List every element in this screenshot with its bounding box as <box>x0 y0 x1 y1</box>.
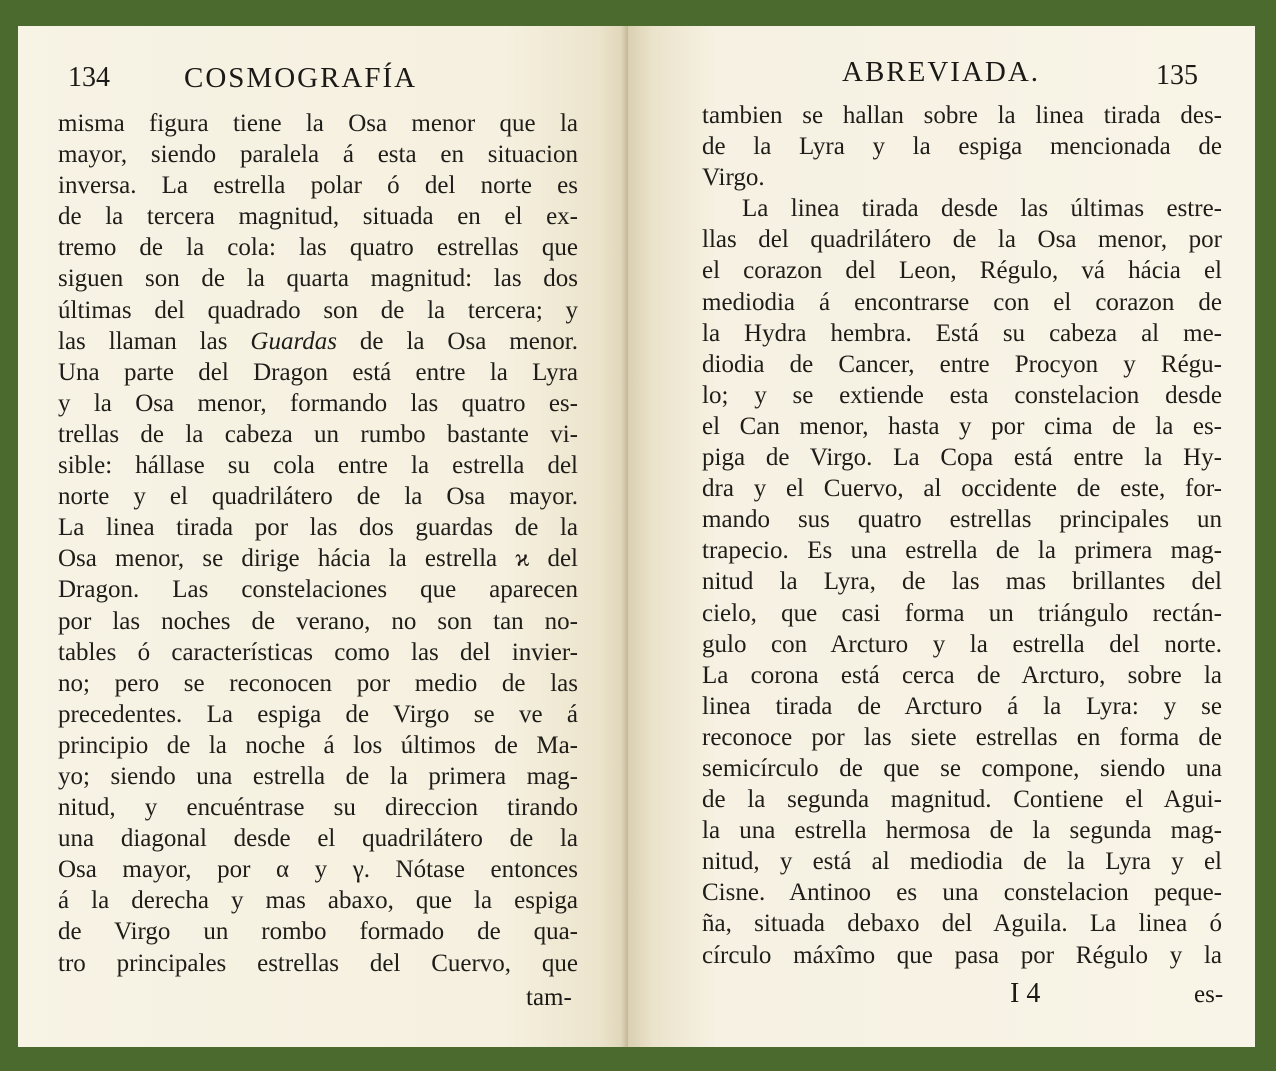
text-line: inversa. La estrella polar ó del norte es <box>58 172 578 200</box>
text-line: trellas de la cabeza un rumbo bastante vi- <box>58 420 578 448</box>
text-line: de Virgo un rombo formado de qua- <box>58 918 578 946</box>
catchword: es- <box>1194 981 1224 1008</box>
text-line: siguen son de la quarta magnitud: las dos <box>58 265 578 293</box>
text-line: Osa menor, se dirige hácia la estrella ϰ del <box>58 545 578 573</box>
text-line: tambien se hallan sobre la linea tirada des- <box>702 102 1222 129</box>
text-line: piga de Virgo. La Copa está entre la Hy- <box>702 444 1222 472</box>
text-line: mediodia á encontrarse con el corazon de <box>702 288 1222 316</box>
text-line: tremo de la cola: las quatro estrellas que <box>58 234 578 262</box>
book-spread <box>18 26 1255 1047</box>
running-head: COSMOGRAFÍA <box>184 62 418 94</box>
right-page <box>628 26 1255 1047</box>
text-line: una diagonal desde el quadrilátero de la <box>58 825 578 853</box>
text-line: á la derecha y mas abaxo, que la espiga <box>58 887 578 915</box>
text-line: nitud la Lyra, de las mas brillantes del <box>702 568 1222 596</box>
text-line: círculo máxîmo que pasa por Régulo y la <box>702 941 1222 969</box>
text-line: trapecio. Es una estrella de la primera mag- <box>702 537 1222 565</box>
text-line: Osa mayor, por α y γ. Nótase entonces <box>58 856 578 884</box>
running-head: ABREVIADA. <box>842 56 1041 88</box>
text-line: reconoce por las siete estrellas en forma de <box>702 723 1222 751</box>
signature-mark: I 4 <box>1010 978 1041 1009</box>
text-line: lo; y se extiende esta constelacion desde <box>702 381 1222 409</box>
text-line: La corona está cerca de Arcturo, sobre la <box>702 661 1222 689</box>
page-number: 135 <box>1156 60 1198 91</box>
text-line: semicírculo de que se compone, siendo una <box>702 754 1222 782</box>
text-line: las llaman las Guardas de la Osa menor. <box>58 327 578 355</box>
text-line: yo; siendo una estrella de la primera mag- <box>58 762 578 790</box>
text-line: llas del quadrilátero de la Osa menor, por <box>702 226 1222 254</box>
text-line: Cisne. Antinoo es una constelacion peque- <box>702 879 1222 907</box>
catchword: tam- <box>526 984 572 1011</box>
text-line: mando sus quatro estrellas principales un <box>702 506 1222 534</box>
text-line: no; pero se reconocen por medio de las <box>58 669 578 697</box>
text-line: La linea tirada por las dos guardas de la <box>58 514 578 542</box>
text-line: nitud, y encuéntrase su direccion tirando <box>58 794 578 822</box>
text-line: diodia de Cancer, entre Procyon y Régu- <box>702 350 1222 378</box>
text-line: ña, situada debaxo del Aguila. La linea ó <box>702 910 1222 938</box>
text-line: últimas del quadrado son de la tercera; y <box>58 296 578 324</box>
text-line: tro principales estrellas del Cuervo, que <box>58 949 578 977</box>
text-line: La linea tirada desde las últimas estre- <box>742 195 1222 223</box>
text-line: por las noches de verano, no son tan no- <box>58 607 578 635</box>
text-line: sible: hállase su cola entre la estrella del <box>58 452 578 480</box>
text-line: dra y el Cuervo, al occidente de este, for- <box>702 475 1222 503</box>
text-line: de la tercera magnitud, situada en el ex- <box>58 203 578 231</box>
text-line: el corazon del Leon, Régulo, vá hácia el <box>702 257 1222 285</box>
text-line: cielo, que casi forma un triángulo rectán- <box>702 599 1222 627</box>
text-line: tables ó características como las del invier- <box>58 638 578 666</box>
text-line: Virgo. <box>702 164 765 192</box>
text-line: principio de la noche á los últimos de Ma- <box>58 731 578 759</box>
text-line: misma figura tiene la Osa menor que la <box>58 110 578 137</box>
page-number: 134 <box>68 62 110 93</box>
text-line: precedentes. La espiga de Virgo se ve á <box>58 700 578 728</box>
left-page <box>18 26 628 1047</box>
text-line: norte y el quadrilátero de la Osa mayor. <box>58 483 578 511</box>
left-page-text <box>58 108 578 979</box>
text-line: y la Osa menor, formando las quatro es- <box>58 389 578 417</box>
text-line: Dragon. Las constelaciones que aparecen <box>58 576 578 604</box>
italic-word: Guardas <box>250 327 337 355</box>
text-line: gulo con Arcturo y la estrella del norte. <box>702 630 1222 658</box>
text-line: la Hydra hembra. Está su cabeza al me- <box>702 319 1222 347</box>
text-line: la una estrella hermosa de la segunda mag- <box>702 817 1222 845</box>
text-line: linea tirada de Arcturo á la Lyra: y se <box>702 692 1222 720</box>
right-page-text <box>702 100 1222 971</box>
text-line: de la Lyra y la espiga mencionada de <box>702 133 1222 161</box>
text-line: el Can menor, hasta y por cima de la es- <box>702 412 1222 440</box>
text-line: de la segunda magnitud. Contiene el Agui- <box>702 786 1222 814</box>
text-line: nitud, y está al mediodia de la Lyra y el <box>702 848 1222 876</box>
text-line: Una parte del Dragon está entre la Lyra <box>58 358 578 386</box>
text-line: mayor, siendo paralela á esta en situacion <box>58 141 578 169</box>
